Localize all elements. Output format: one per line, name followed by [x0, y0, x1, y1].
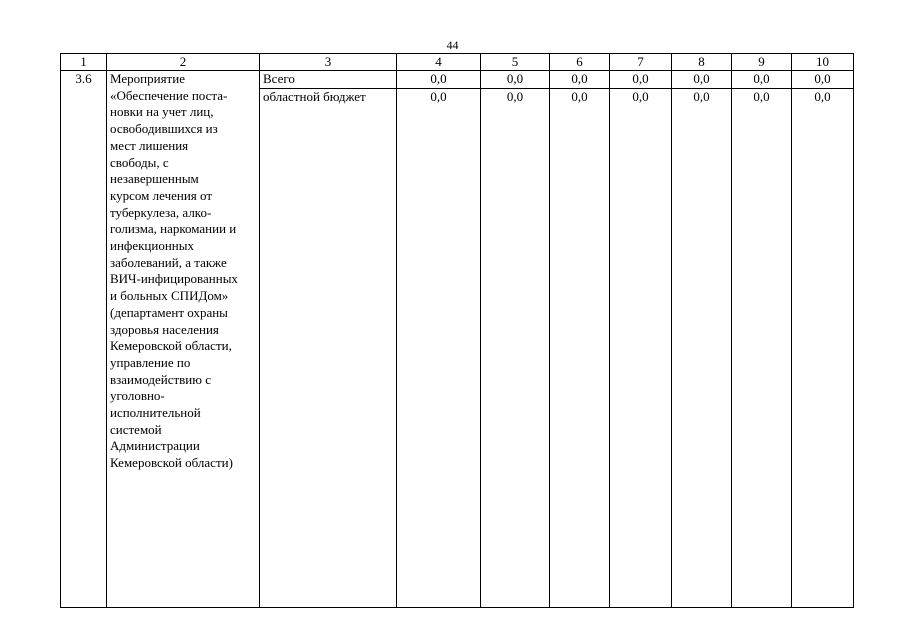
value-cell: 0,0 — [397, 89, 481, 608]
funding-source-regional-budget: областной бюджет — [260, 89, 397, 608]
description-line: и больных СПИДом» — [110, 288, 229, 304]
description-line: управление по — [110, 354, 191, 370]
header-cell: 4 — [397, 54, 481, 71]
description-line: исполнительной — [110, 405, 201, 421]
value-cell: 0,0 — [732, 89, 792, 608]
header-cell: 8 — [672, 54, 732, 71]
header-cell: 9 — [732, 54, 792, 71]
description-line: ВИЧ-инфицированных — [110, 271, 238, 287]
description-line: мест лишения — [110, 137, 189, 153]
description-line: новки на учет лиц, — [110, 104, 214, 120]
description-line: курсом лечения от — [110, 187, 213, 203]
value-cell: 0,0 — [792, 89, 854, 608]
description-line: голизма, наркомании и — [110, 221, 237, 237]
description-line: системой — [110, 421, 162, 437]
header-cell: 5 — [481, 54, 550, 71]
header-cell: 2 — [107, 54, 260, 71]
value-cell: 0,0 — [792, 71, 854, 89]
value-cell: 0,0 — [397, 71, 481, 89]
description-line: Кемеровской области) — [110, 455, 233, 471]
header-cell: 1 — [61, 54, 107, 71]
table-header-row — [61, 54, 854, 71]
description-line: Администрации — [110, 438, 200, 454]
header-cell: 6 — [550, 54, 610, 71]
value-cell: 0,0 — [481, 89, 550, 608]
value-cell: 0,0 — [550, 89, 610, 608]
description-line: (департамент охраны — [110, 304, 228, 320]
description-line: инфекционных — [110, 238, 194, 254]
header-cell: 3 — [260, 54, 397, 71]
description-line: освободившихся из — [110, 121, 218, 137]
value-cell: 0,0 — [610, 89, 672, 608]
value-cell: 0,0 — [672, 89, 732, 608]
row-number: 3.6 — [61, 71, 107, 608]
description-line: Мероприятие — [110, 71, 185, 86]
value-cell: 0,0 — [550, 71, 610, 89]
value-cell: 0,0 — [610, 71, 672, 89]
description-line: «Обеспечение поста- — [110, 87, 228, 103]
description-line: уголовно- — [110, 388, 165, 404]
description-line: свободы, с — [110, 154, 169, 170]
funding-table — [60, 53, 854, 608]
value-cell: 0,0 — [481, 71, 550, 89]
measure-description — [107, 71, 260, 608]
value-cell: 0,0 — [732, 71, 792, 89]
page-number: 44 — [446, 38, 459, 52]
header-cell: 7 — [610, 54, 672, 71]
funding-source-total: Всего — [260, 71, 397, 89]
header-cell: 10 — [792, 54, 854, 71]
description-line: незавершенным — [110, 171, 199, 187]
description-line: туберкулеза, алко- — [110, 204, 212, 220]
description-line: взаимодействию с — [110, 371, 211, 387]
description-line: здоровья населения — [110, 321, 219, 337]
description-line: заболеваний, а также — [110, 254, 227, 270]
value-cell: 0,0 — [672, 71, 732, 89]
table-row — [61, 71, 854, 89]
description-line: Кемеровской области, — [110, 338, 232, 354]
